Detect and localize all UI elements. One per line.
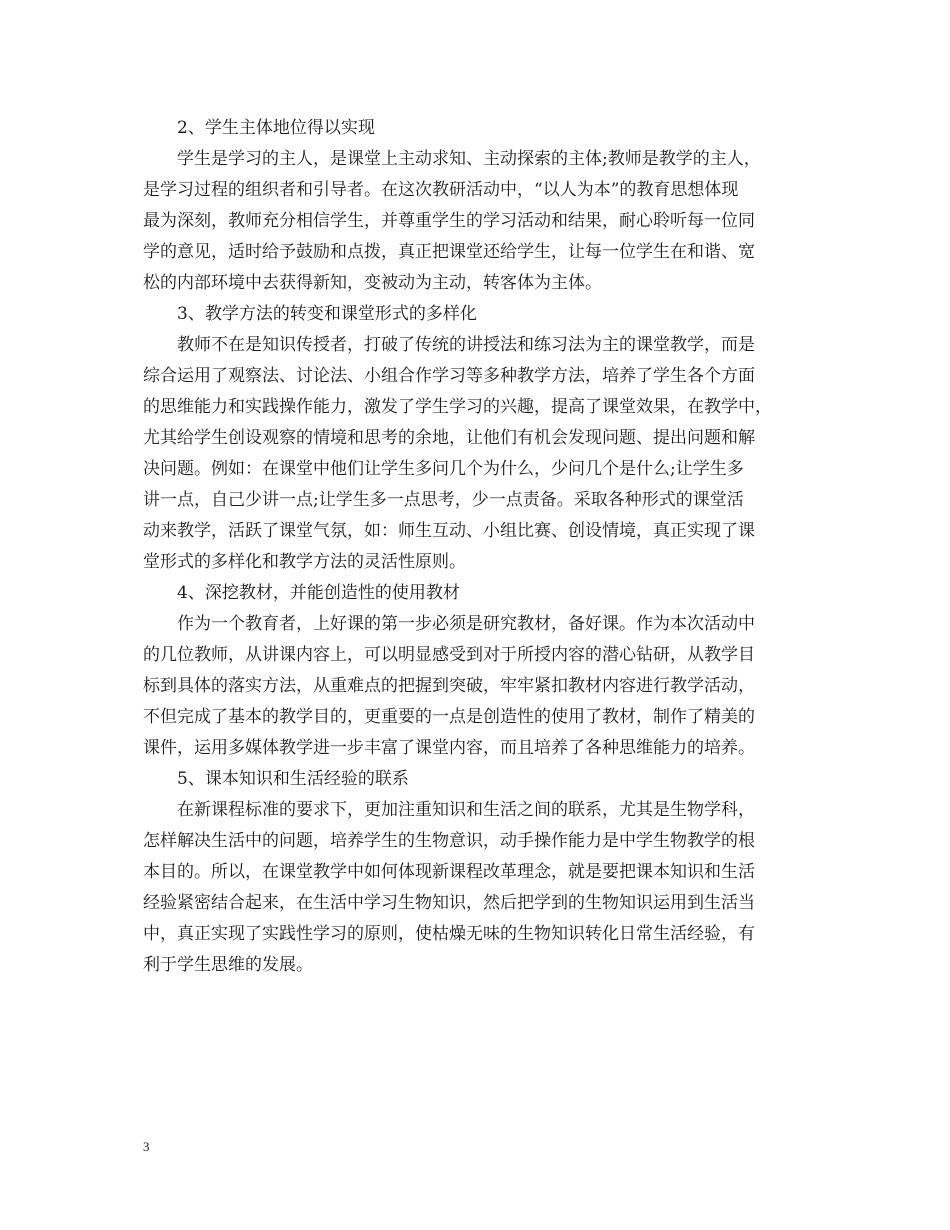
paragraph-line: 课件，运用多媒体教学进一步丰富了课堂内容，而且培养了各种思维能力的培养。 bbox=[143, 738, 755, 758]
paragraph-line: 动来教学，活跃了课堂气氛，如：师生互动、小组比赛、创设情境，真正实现了课 bbox=[143, 521, 755, 541]
paragraph-line: 综合运用了观察法、讨论法、小组合作学习等多种教学方法，培养了学生各个方面 bbox=[143, 366, 755, 386]
paragraph-line: 尤其给学生创设观察的情境和思考的余地，让他们有机会发现问题、提出问题和解 bbox=[143, 428, 755, 448]
paragraph-line: 最为深刻，教师充分相信学生，并尊重学生的学习活动和结果，耐心聆听每一位同 bbox=[143, 211, 755, 231]
section bbox=[143, 764, 813, 981]
section bbox=[143, 299, 813, 578]
paragraph-line: 的思维能力和实践操作能力，激发了学生学习的兴趣，提高了课堂效果，在教学中， bbox=[143, 397, 772, 417]
paragraph-line: 怎样解决生活中的问题，培养学生的生物意识，动手操作能力是中学生物教学的根 bbox=[143, 831, 755, 851]
section bbox=[143, 578, 813, 764]
paragraph-line: 标到具体的落实方法，从重难点的把握到突破，牢牢紧扣教材内容进行教学活动， bbox=[143, 676, 755, 696]
paragraph-line: 教师不在是知识传授者，打破了传统的讲授法和练习法为主的课堂教学，而是 bbox=[177, 335, 755, 355]
paragraph-line: 不但完成了基本的教学目的，更重要的一点是创造性的使用了教材，制作了精美的 bbox=[143, 707, 755, 727]
paragraph-line: 学生是学习的主人，是课堂上主动求知、主动探索的主体;教师是教学的主人， bbox=[177, 149, 761, 169]
section-heading: 3、教学方法的转变和课堂形式的多样化 bbox=[177, 304, 477, 324]
page-number: 3 bbox=[143, 1139, 150, 1154]
paragraph-line: 堂形式的多样化和教学方法的灵活性原则。 bbox=[143, 552, 466, 572]
paragraph-line: 讲一点，自己少讲一点;让学生多一点思考，少一点责备。采取各种形式的课堂活 bbox=[143, 490, 744, 510]
paragraph-line: 松的内部环境中去获得新知，变被动为主动，转客体为主体。 bbox=[143, 273, 602, 293]
section-heading: 2、学生主体地位得以实现 bbox=[177, 118, 375, 138]
document-body bbox=[143, 113, 813, 981]
paragraph-line: 本目的。所以，在课堂教学中如何体现新课程改革理念，就是要把课本知识和生活 bbox=[143, 862, 755, 882]
paragraph-line: 中，真正实现了实践性学习的原则，使枯燥无味的生物知识转化日常生活经验，有 bbox=[143, 924, 755, 944]
paragraph-line: 利于学生思维的发展。 bbox=[143, 955, 313, 975]
paragraph-line: 是学习过程的组织者和引导者。在这次教研活动中，“以人为本”的教育思想体现 bbox=[143, 180, 739, 200]
paragraph-line: 学的意见，适时给予鼓励和点拨，真正把课堂还给学生，让每一位学生在和谐、宽 bbox=[143, 242, 755, 262]
section-heading: 5、课本知识和生活经验的联系 bbox=[177, 769, 409, 789]
paragraph-line: 作为一个教育者，上好课的第一步必须是研究教材，备好课。作为本次活动中 bbox=[177, 614, 755, 634]
paragraph-line: 经验紧密结合起来，在生活中学习生物知识，然后把学到的生物知识运用到生活当 bbox=[143, 893, 755, 913]
section-heading: 4、深挖教材，并能创造性的使用教材 bbox=[177, 583, 460, 603]
paragraph-line: 在新课程标准的要求下，更加注重知识和生活之间的联系，尤其是生物学科， bbox=[177, 800, 755, 820]
section bbox=[143, 113, 813, 299]
paragraph-line: 的几位教师，从讲课内容上，可以明显感受到对于所授内容的潜心钻研，从教学目 bbox=[143, 645, 755, 665]
paragraph-line: 决问题。例如：在课堂中他们让学生多问几个为什么，少问几个是什么;让学生多 bbox=[143, 459, 744, 479]
